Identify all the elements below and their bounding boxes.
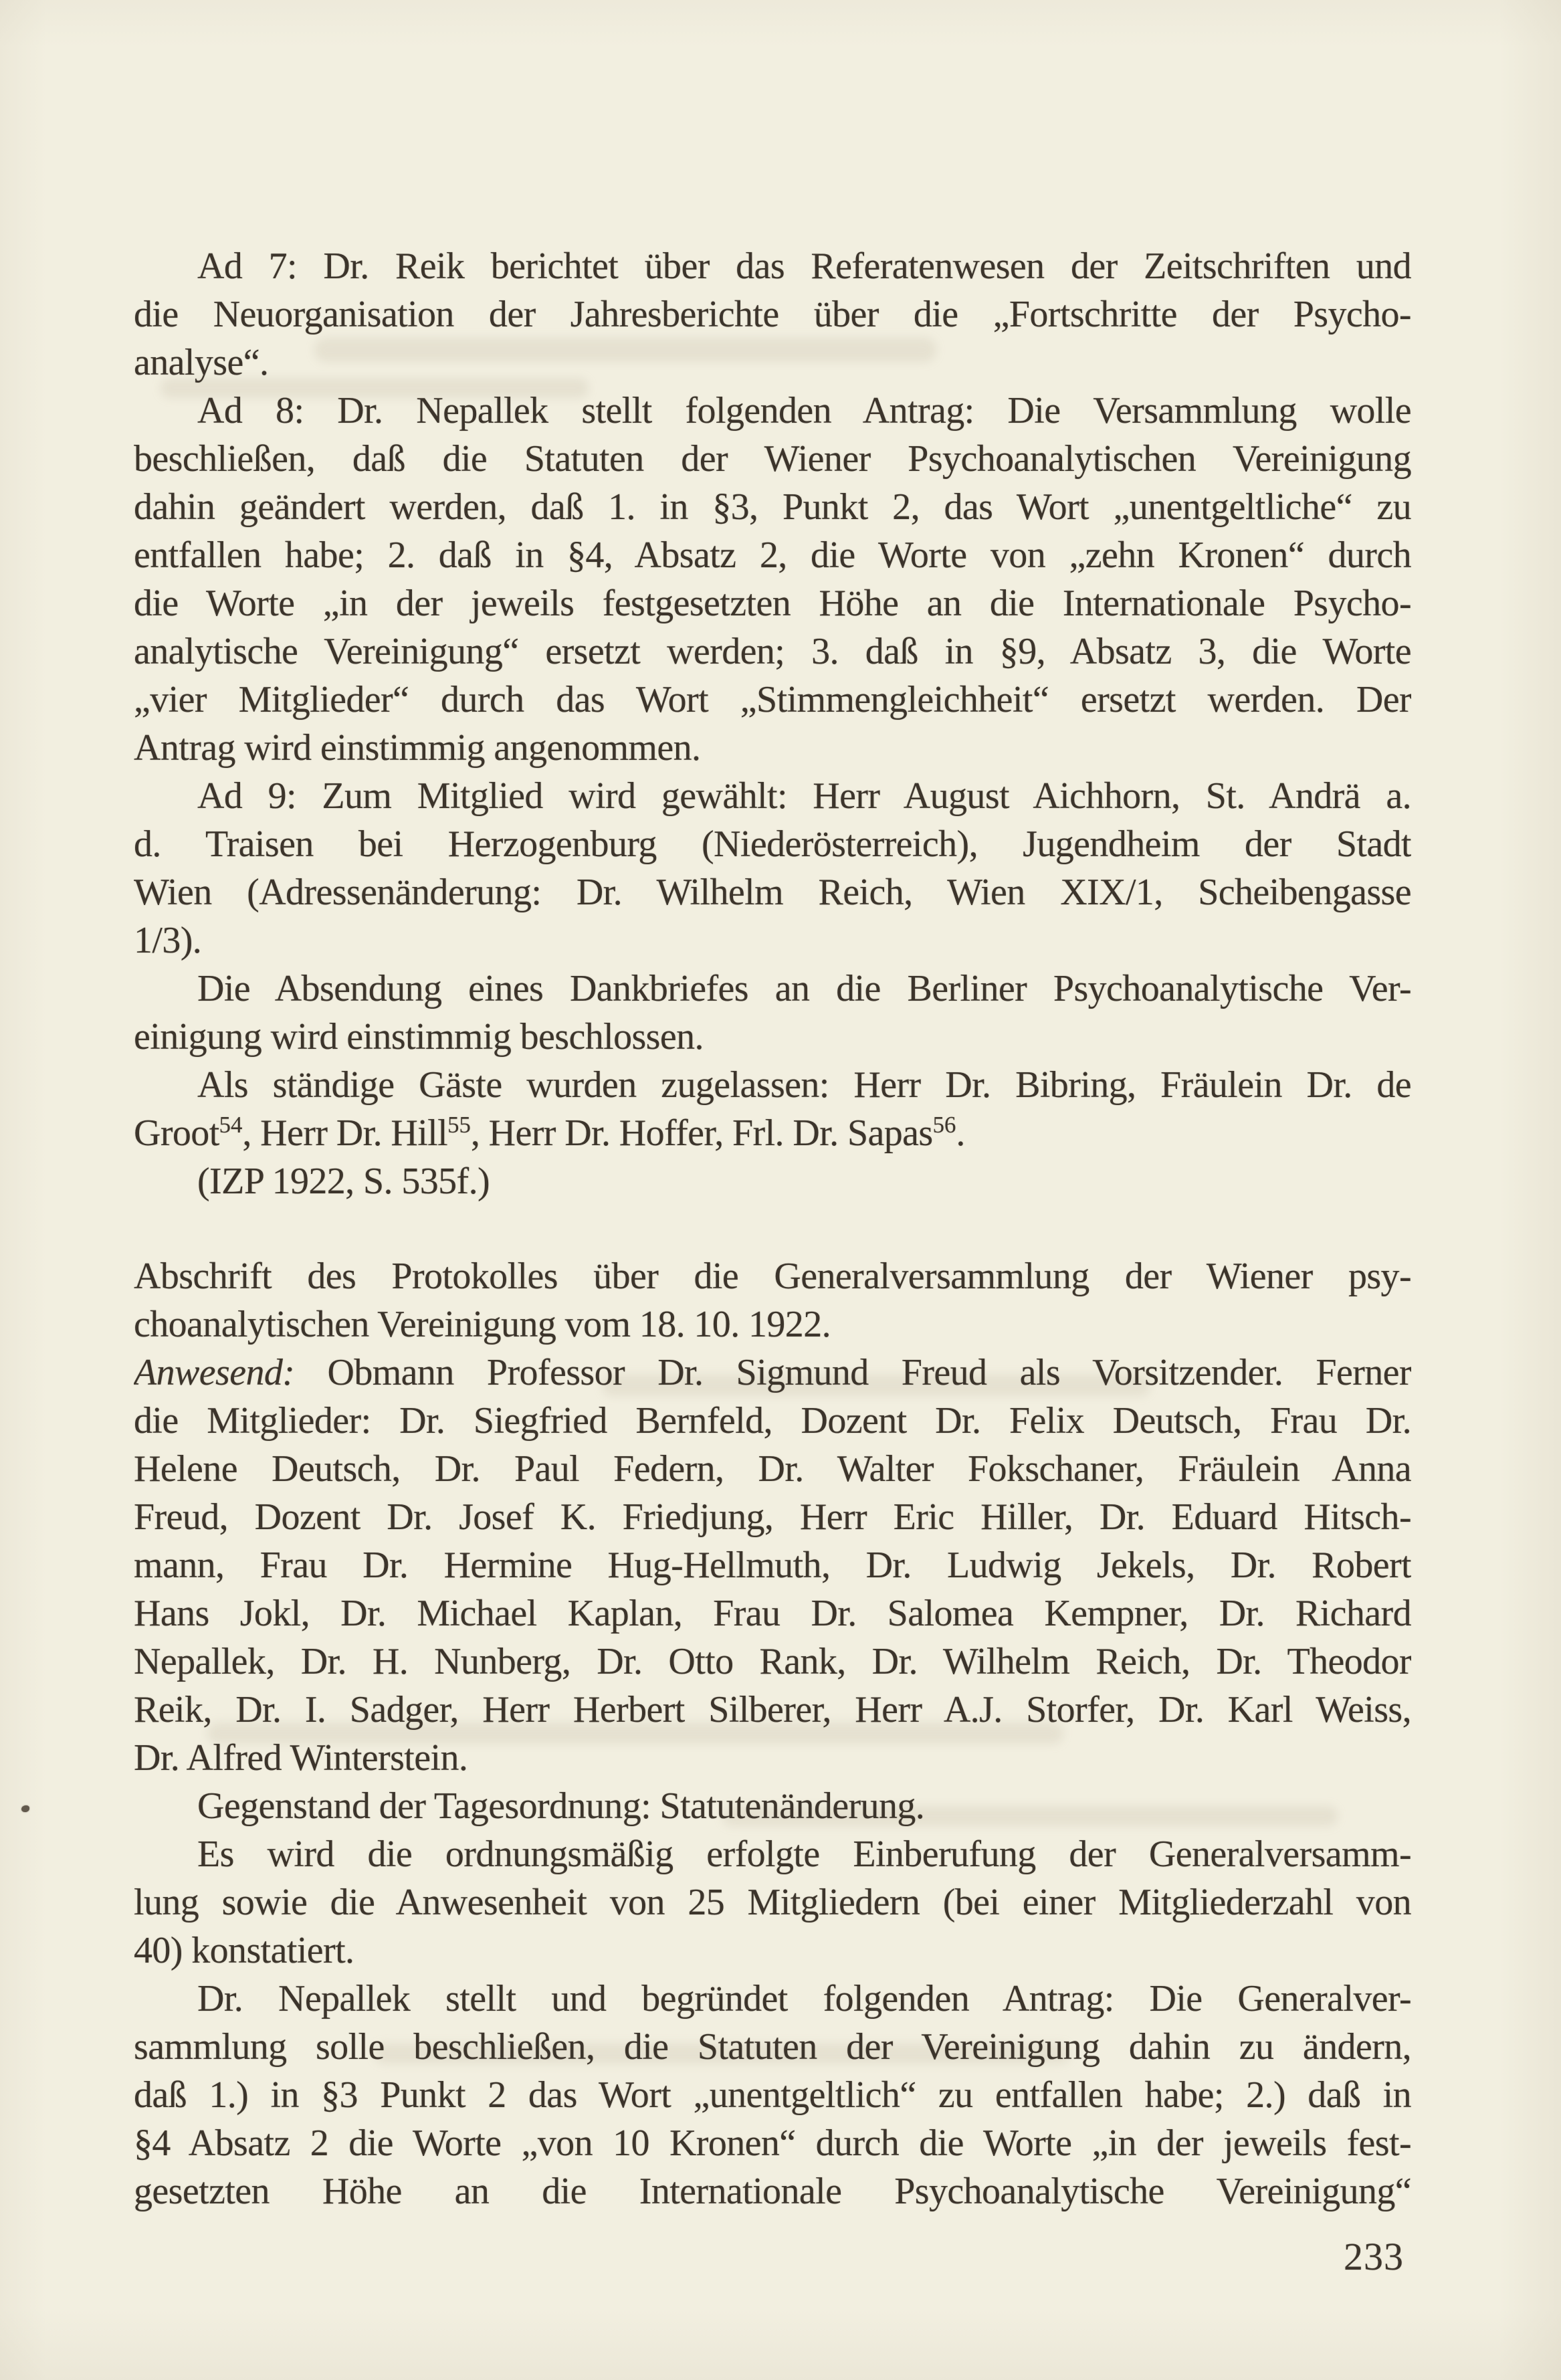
text-line: einigung wird einstimmig beschlossen. bbox=[134, 1016, 704, 1058]
text-line: 1/3). bbox=[134, 920, 202, 961]
text-line: sammlung solle beschließen, die Statuten der Vereinigung dahin zu ändern, bbox=[134, 2026, 1411, 2068]
footnote-marker: 56 bbox=[932, 1111, 956, 1138]
ink-speck bbox=[21, 1805, 29, 1812]
text-line: Als ständige Gäste wurden zugelassen: Herr Dr. Bibring, Fräulein Dr. de bbox=[197, 1064, 1411, 1106]
paragraph bbox=[134, 1061, 1411, 1157]
text-line: Es wird die ordnungsmäßig erfolgte Einberufung der Generalversamm- bbox=[197, 1833, 1411, 1875]
text-line: Ad 9: Zum Mitglied wird gewählt: Herr August Aichhorn, St. Andrä a. bbox=[197, 775, 1411, 817]
text-segment: , Herr Dr. Hill bbox=[242, 1112, 448, 1154]
footnote-marker: 55 bbox=[447, 1111, 471, 1138]
text-line: „vier Mitglieder“ durch das Wort „Stimmengleichheit“ ersetzt werden. Der bbox=[134, 679, 1411, 720]
text-line: Die Absendung eines Dankbriefes an die Berliner Psychoanalytische Ver- bbox=[197, 968, 1411, 1009]
paragraph bbox=[134, 1252, 1411, 1349]
text-line: Freud, Dozent Dr. Josef K. Friedjung, Herr Eric Hiller, Dr. Eduard Hitsch- bbox=[134, 1496, 1411, 1538]
text-line: dahin geändert werden, daß 1. in §3, Punkt 2, das Wort „unentgeltliche“ zu bbox=[134, 486, 1411, 528]
text-line: mann, Frau Dr. Hermine Hug-Hellmuth, Dr. Ludwig Jekels, Dr. Robert bbox=[134, 1545, 1411, 1586]
paragraph bbox=[134, 242, 1411, 387]
text-line: gesetzten Höhe an die Internationale Psychoanalytische Vereinigung“ bbox=[134, 2171, 1411, 2212]
text-line: Wien (Adressenänderung: Dr. Wilhelm Reich, Wien XIX/1, Scheibengasse bbox=[134, 872, 1411, 913]
text-line: Ad 7: Dr. Reik berichtet über das Referatenwesen der Zeitschriften und bbox=[197, 245, 1411, 287]
text-line: die Mitglieder: Dr. Siegfried Bernfeld, Dozent Dr. Felix Deutsch, Frau Dr. bbox=[134, 1400, 1411, 1442]
text-line: d. Traisen bei Herzogenburg (Niederösterreich), Jugendheim der Stadt bbox=[134, 823, 1411, 865]
page-number: 233 bbox=[1344, 2235, 1404, 2278]
italic-text: Anwesend: bbox=[134, 1352, 295, 1393]
text-segment: Obmann Professor Dr. Sigmund Freud als Vorsitzender. Ferner bbox=[294, 1352, 1411, 1393]
paragraph bbox=[134, 1975, 1411, 2215]
text-line: lung sowie die Anwesenheit von 25 Mitgliedern (bei einer Mitgliederzahl von bbox=[134, 1882, 1411, 1923]
text-segment: Groot bbox=[134, 1112, 219, 1154]
text-segment: , Herr Dr. Hoffer, Frl. Dr. Sapas bbox=[470, 1112, 933, 1154]
text-line: Abschrift des Protokolles über die Generalversammlung der Wiener psy- bbox=[134, 1256, 1411, 1297]
paragraph bbox=[134, 1782, 1411, 1830]
footnote-marker: 54 bbox=[219, 1111, 243, 1138]
paragraph bbox=[134, 965, 1411, 1061]
text-line: Hans Jokl, Dr. Michael Kaplan, Frau Dr. Salomea Kempner, Dr. Richard bbox=[134, 1593, 1411, 1634]
paragraph bbox=[134, 1157, 1411, 1205]
text-line: §4 Absatz 2 die Worte „von 10 Kronen“ durch die Worte „in der jeweils fest- bbox=[134, 2122, 1411, 2164]
paragraph bbox=[134, 1349, 1411, 1782]
text-line: Dr. Alfred Winterstein. bbox=[134, 1737, 468, 1779]
text-line: daß 1.) in §3 Punkt 2 das Wort „unentgeltlich“ zu entfallen habe; 2.) daß in bbox=[134, 2074, 1411, 2116]
text-line: (IZP 1922, S. 535f.) bbox=[197, 1161, 490, 1202]
text-line: Dr. Nepallek stellt und begründet folgenden Antrag: Die Generalver- bbox=[197, 1978, 1411, 2019]
text-line: die Worte „in der jeweils festgesetzten Höhe an die Internationale Psycho- bbox=[134, 583, 1411, 624]
text-line: Gegenstand der Tagesordnung: Statutenänderung. bbox=[197, 1785, 925, 1827]
text-line: Reik, Dr. I. Sadger, Herr Herbert Silberer, Herr A.J. Storfer, Dr. Karl Weiss, bbox=[134, 1689, 1411, 1730]
text-line: analytische Vereinigung“ ersetzt werden; 3. daß in §9, Absatz 3, die Worte bbox=[134, 631, 1411, 672]
paragraph bbox=[134, 1830, 1411, 1975]
text-line: Ad 8: Dr. Nepallek stellt folgenden Antrag: Die Versammlung wolle bbox=[197, 390, 1411, 431]
text-line: Nepallek, Dr. H. Nunberg, Dr. Otto Rank, Dr. Wilhelm Reich, Dr. Theodor bbox=[134, 1641, 1411, 1682]
text-line: analyse“. bbox=[134, 342, 269, 383]
paragraph bbox=[134, 772, 1411, 965]
text-line: Helene Deutsch, Dr. Paul Federn, Dr. Walter Fokschaner, Fräulein Anna bbox=[134, 1448, 1411, 1490]
body-text bbox=[134, 242, 1411, 2215]
text-segment: . bbox=[956, 1112, 965, 1154]
text-line bbox=[134, 1109, 1411, 1157]
text-line bbox=[134, 1349, 1411, 1397]
text-line: beschließen, daß die Statuten der Wiener Psychoanalytischen Vereinigung bbox=[134, 438, 1411, 480]
paragraph bbox=[134, 387, 1411, 772]
text-line: Antrag wird einstimmig angenommen. bbox=[134, 727, 701, 769]
text-line: 40) konstatiert. bbox=[134, 1930, 354, 1971]
text-line: die Neuorganisation der Jahresberichte über die „Fortschritte der Psycho- bbox=[134, 294, 1411, 335]
text-line: entfallen habe; 2. daß in §4, Absatz 2, die Worte von „zehn Kronen“ durch bbox=[134, 534, 1411, 576]
text-line: choanalytischen Vereinigung vom 18. 10. 1922. bbox=[134, 1304, 831, 1345]
